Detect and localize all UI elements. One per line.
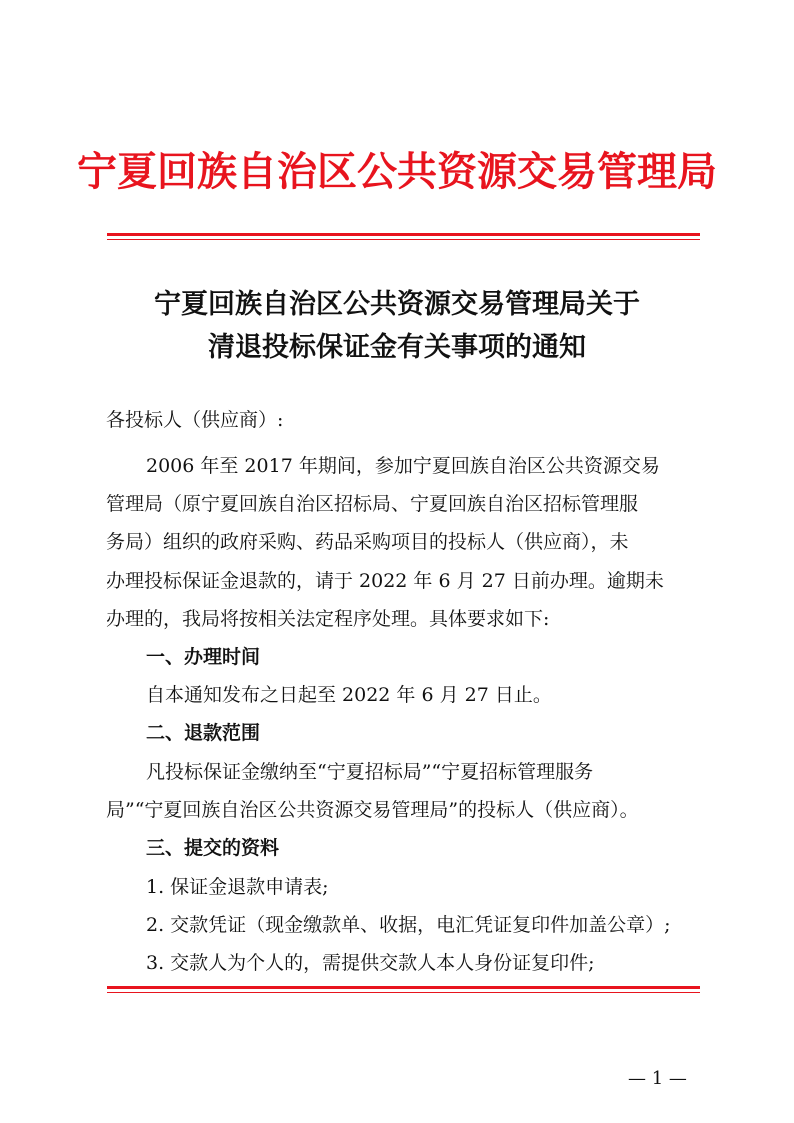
letterhead-title: 宁夏回族自治区公共资源交易管理局	[77, 148, 717, 195]
list-item: 2. 交款凭证（现金缴款单、收据，电汇凭证复印件加盖公章）;	[146, 914, 671, 936]
intro-line: 2006 年至 2017 年期间，参加宁夏回族自治区公共资源交易	[146, 455, 660, 477]
section-heading-scope: 二、退款范围	[146, 722, 261, 744]
section-line: 局”“宁夏回族自治区公共资源交易管理局”的投标人（供应商）。	[106, 799, 639, 821]
section-line: 凡投标保证金缴纳至“宁夏招标局”“宁夏招标管理服务	[146, 761, 594, 783]
section-line: 自本通知发布之日起至 2022 年 6 月 27 日止。	[146, 684, 552, 706]
list-item: 3. 交款人为个人的，需提供交款人本人身份证复印件;	[146, 952, 595, 974]
letterhead-rule-thin	[107, 239, 700, 240]
intro-line: 办理投标保证金退款的，请于 2022 年 6 月 27 日前办理。逾期未	[106, 570, 664, 592]
notice-title-line2: 清退投标保证金有关事项的通知	[208, 332, 586, 363]
section-heading-time: 一、办理时间	[146, 646, 261, 668]
salutation: 各投标人（供应商）:	[106, 409, 284, 431]
notice-title-line1: 宁夏回族自治区公共资源交易管理局关于	[154, 289, 640, 320]
footer-rule-thick	[107, 986, 700, 989]
list-item: 1. 保证金退款申请表;	[146, 876, 329, 898]
intro-line: 务局）组织的政府采购、药品采购项目的投标人（供应商），未	[106, 531, 629, 553]
section-heading-materials: 三、提交的资料	[146, 837, 280, 859]
page-number: — 1 —	[628, 1068, 687, 1089]
letterhead-rule-thick	[107, 233, 700, 236]
intro-line: 管理局（原宁夏回族自治区招标局、宁夏回族自治区招标管理服	[106, 493, 639, 515]
intro-line: 办理的，我局将按相关法定程序处理。具体要求如下:	[106, 608, 550, 630]
footer-rule-thin	[107, 992, 700, 993]
